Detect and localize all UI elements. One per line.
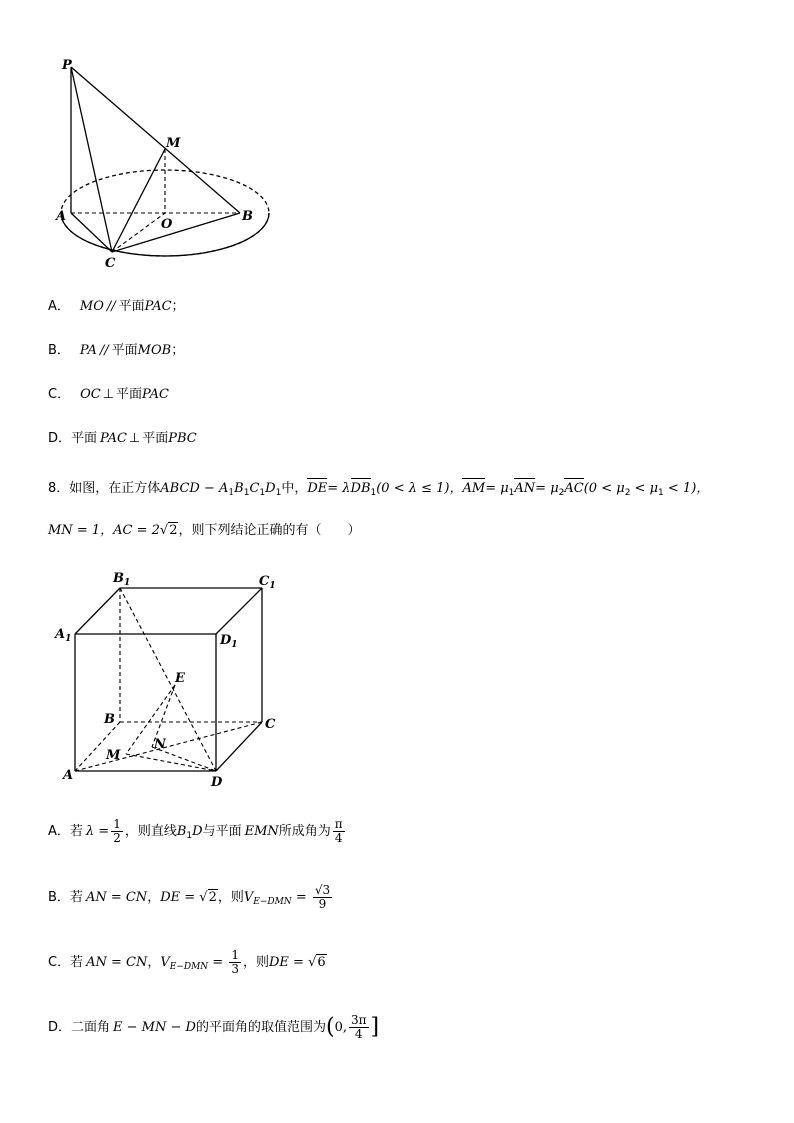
label-D1: $D_1$ [220, 633, 238, 650]
figure-cube [50, 568, 290, 788]
label-B: B [104, 712, 115, 727]
label-M: M [106, 748, 121, 763]
q7-option-d: D．平面 PAC ⊥ 平面PBC [48, 431, 197, 446]
label-D: D [211, 775, 223, 788]
label-A: A [56, 209, 67, 224]
label-E: E [175, 671, 185, 686]
q8-option-d: D．二面角 E − MN − D的平面角的取值范围为(0, $\frac{3\pi}{4}$ ] [48, 1013, 380, 1041]
label-O: O [161, 217, 173, 232]
question-number: 8． [48, 481, 70, 496]
label-B1: $B_1$ [113, 571, 131, 588]
q7-option-a: A． MO // 平面PAC； [48, 299, 185, 314]
label-M: M [166, 136, 181, 151]
label-A1: $A_1$ [55, 627, 72, 644]
label-C: C [105, 256, 116, 271]
label-N: N [154, 737, 166, 752]
figure-cone [50, 52, 330, 272]
label-P: P [62, 58, 72, 73]
q7-option-c: C． OC ⊥ 平面PAC [48, 387, 169, 402]
q7-option-b: B． PA // 平面MOB； [48, 343, 185, 358]
q8-stem-line2: MN = 1，AC = 2√2，则下列结论正确的有（ ） [48, 523, 361, 538]
label-B: B [242, 209, 253, 224]
q8-option-c: C．若 AN = CN，$V_{E-DMN}$ = $\frac{1}{3}$ ，则DE = √6 [48, 948, 326, 976]
q8-option-b: B．若 AN = CN，DE = √2，则$V_{E-DMN}$ = $\frac{√3}{9}$ [48, 883, 331, 911]
q8-stem-line1: 8．如图，在正方体ABCD − $A_1B_1C_1D_1$中，DE= λDB$_1$(0 < λ ≤ 1)，$AM= \mu_1AN= \mu_2AC(0 < \mu_2 < \mu_1 < 1)$， [48, 481, 710, 498]
q8-option-a: A．若 λ = $\frac{1}{2}$ ，则直线$B_1D$与平面 EMN所成角为 $\frac{\pi}{4}$ [48, 817, 343, 845]
label-C1: $C_1$ [259, 574, 276, 591]
label-A: A [63, 768, 74, 783]
label-C: C [265, 717, 276, 732]
